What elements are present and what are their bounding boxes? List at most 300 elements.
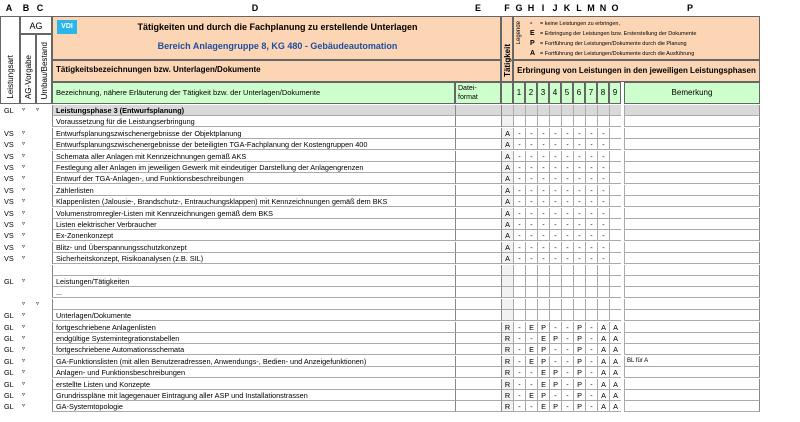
row-dateiformat[interactable] <box>455 162 501 173</box>
row-phase-cell[interactable]: - <box>549 344 561 355</box>
row-phase-cell[interactable]: A <box>597 333 609 344</box>
row-phase-cell[interactable]: - <box>537 173 549 184</box>
row-phase-cell[interactable]: - <box>525 151 537 162</box>
row-dateiformat[interactable] <box>455 230 501 241</box>
row-phase-cell[interactable]: - <box>537 185 549 196</box>
row-bemerkung[interactable] <box>624 128 760 139</box>
row-phase-cell[interactable]: A <box>609 401 621 412</box>
row-phase-cell[interactable]: - <box>549 139 561 150</box>
row-phase-cell[interactable]: - <box>549 219 561 230</box>
row-phase-cell[interactable]: A <box>609 356 621 367</box>
row-bemerkung[interactable] <box>624 139 760 150</box>
phase-number-cell[interactable]: 8 <box>597 82 609 104</box>
row-phase-cell[interactable]: P <box>573 322 585 333</box>
row-type[interactable]: GL <box>4 322 14 332</box>
row-phase-cell[interactable]: A <box>609 333 621 344</box>
row-phase-cell[interactable]: - <box>525 219 537 230</box>
row-phase-cell[interactable]: - <box>549 151 561 162</box>
row-dateiformat[interactable] <box>455 344 501 355</box>
row-phase-cell[interactable]: - <box>585 253 597 264</box>
row-description[interactable]: erstellte Listen und Konzepte <box>52 379 455 390</box>
row-phase-cell[interactable]: - <box>549 196 561 207</box>
row-phase-cell[interactable]: P <box>573 390 585 401</box>
row-description[interactable]: Volumenstromregler-Listen mit Kennzeichnungen gemäß dem BKS <box>52 208 455 219</box>
row-phase-cell[interactable] <box>609 173 621 184</box>
row-phase-cell[interactable] <box>537 276 549 287</box>
row-taetigkeit[interactable] <box>501 310 513 321</box>
row-phase-cell[interactable]: A <box>609 344 621 355</box>
row-type[interactable]: GL <box>4 356 14 366</box>
row-phase-cell[interactable]: - <box>537 230 549 241</box>
row-phase-cell[interactable]: - <box>537 208 549 219</box>
phase-number-cell[interactable]: 1 <box>513 82 525 104</box>
row-taetigkeit[interactable] <box>501 116 513 127</box>
row-phase-cell[interactable]: E <box>537 333 549 344</box>
row-phase-cell[interactable]: P <box>573 401 585 412</box>
row-description[interactable]: GA-Funktionslisten (mit allen Benutzeradressen, Anwendungs-, Bedien- und Anzeigefunktionen) <box>52 356 455 367</box>
row-phase-cell[interactable]: P <box>573 356 585 367</box>
row-phase-cell[interactable] <box>561 299 573 310</box>
row-dateiformat[interactable] <box>455 287 501 298</box>
column-letter-d[interactable]: D <box>251 3 259 13</box>
row-phase-cell[interactable]: P <box>573 344 585 355</box>
row-description[interactable]: Unterlagen/Dokumente <box>52 310 455 321</box>
row-type[interactable]: VS <box>4 174 14 184</box>
row-description[interactable]: Grundrisspläne mit lagegenauer Eintragung aller ASP und Installationstrassen <box>52 390 455 401</box>
row-phase-cell[interactable]: - <box>513 185 525 196</box>
row-phase-cell[interactable] <box>573 276 585 287</box>
row-phase-cell[interactable]: - <box>525 185 537 196</box>
row-dateiformat[interactable] <box>455 242 501 253</box>
row-phase-cell[interactable]: - <box>525 253 537 264</box>
row-phase-cell[interactable] <box>597 105 609 116</box>
row-dateiformat[interactable] <box>455 105 501 116</box>
row-phase-cell[interactable] <box>597 276 609 287</box>
row-dateiformat[interactable] <box>455 310 501 321</box>
row-phase-cell[interactable]: - <box>537 196 549 207</box>
row-phase-cell[interactable] <box>525 299 537 310</box>
row-phase-cell[interactable]: P <box>549 401 561 412</box>
row-phase-cell[interactable]: - <box>513 230 525 241</box>
row-phase-cell[interactable]: - <box>537 151 549 162</box>
row-bemerkung[interactable] <box>624 299 760 310</box>
row-phase-cell[interactable]: - <box>525 208 537 219</box>
row-phase-cell[interactable] <box>573 116 585 127</box>
row-phase-cell[interactable]: - <box>597 230 609 241</box>
row-phase-cell[interactable]: A <box>609 322 621 333</box>
row-phase-cell[interactable] <box>585 265 597 276</box>
row-phase-cell[interactable]: - <box>573 151 585 162</box>
row-phase-cell[interactable] <box>609 128 621 139</box>
row-phase-cell[interactable] <box>609 219 621 230</box>
row-phase-cell[interactable]: - <box>513 356 525 367</box>
row-bemerkung[interactable] <box>624 310 760 321</box>
row-ag-marker[interactable]: ▿ <box>22 255 26 262</box>
row-bemerkung[interactable] <box>624 287 760 298</box>
row-description[interactable]: Entwurfsplanungszwischenergebnisse der beteiligten TGA-Fachplanung der Kostengruppen 400 <box>52 139 455 150</box>
row-phase-cell[interactable] <box>513 299 525 310</box>
row-dateiformat[interactable] <box>455 276 501 287</box>
row-phase-cell[interactable]: - <box>537 242 549 253</box>
row-dateiformat[interactable] <box>455 265 501 276</box>
row-bemerkung[interactable] <box>624 242 760 253</box>
row-phase-cell[interactable] <box>513 287 525 298</box>
row-bemerkung[interactable] <box>624 230 760 241</box>
row-phase-cell[interactable]: - <box>525 242 537 253</box>
row-phase-cell[interactable]: - <box>597 253 609 264</box>
row-description[interactable]: fortgeschriebene Automationsschemata <box>52 344 455 355</box>
row-taetigkeit[interactable] <box>501 105 513 116</box>
column-letter-b[interactable]: B <box>22 3 30 13</box>
row-phase-cell[interactable] <box>525 276 537 287</box>
row-dateiformat[interactable] <box>455 151 501 162</box>
column-letter-n[interactable]: N <box>599 3 607 13</box>
row-phase-cell[interactable] <box>597 310 609 321</box>
row-phase-cell[interactable]: - <box>573 128 585 139</box>
row-taetigkeit[interactable] <box>501 276 513 287</box>
row-phase-cell[interactable]: - <box>513 196 525 207</box>
row-dateiformat[interactable] <box>455 128 501 139</box>
row-dateiformat[interactable] <box>455 196 501 207</box>
row-ag-marker[interactable]: ▿ <box>22 392 26 398</box>
row-phase-cell[interactable] <box>609 253 621 264</box>
row-ag-marker[interactable]: ▿ <box>22 357 26 364</box>
phase-number-cell[interactable]: 6 <box>573 82 585 104</box>
row-phase-cell[interactable]: A <box>597 367 609 378</box>
row-ag-marker[interactable]: ▿ <box>22 164 26 170</box>
row-taetigkeit[interactable]: A <box>501 253 513 264</box>
row-phase-cell[interactable]: - <box>561 379 573 390</box>
row-phase-cell[interactable]: A <box>609 367 621 378</box>
row-phase-cell[interactable]: - <box>585 242 597 253</box>
row-description[interactable]: Blitz- und Überspannungsschutzkonzept <box>52 242 455 253</box>
column-letter-f[interactable]: F <box>504 3 510 13</box>
row-description[interactable]: Sicherheitskonzept, Risikoanalysen (z.B. SIL) <box>52 253 455 264</box>
row-phase-cell[interactable] <box>549 276 561 287</box>
row-phase-cell[interactable] <box>525 265 537 276</box>
row-phase-cell[interactable] <box>573 299 585 310</box>
row-phase-cell[interactable]: - <box>561 173 573 184</box>
row-phase-cell[interactable]: - <box>585 128 597 139</box>
row-phase-cell[interactable]: - <box>537 253 549 264</box>
row-ag-marker[interactable]: ▿ <box>22 141 26 148</box>
row-phase-cell[interactable]: - <box>513 173 525 184</box>
row-type[interactable]: GL <box>4 368 14 378</box>
row-description[interactable]: Schemata aller Anlagen mit Kennzeichnungen gemäß AKS <box>52 151 455 162</box>
row-description[interactable]: Klappenlisten (Jalousie-, Brandschutz-, Entrauchungsklappen) mit Kennzeichnungen gemäß dem BKS <box>52 196 455 207</box>
row-phase-cell[interactable]: - <box>513 390 525 401</box>
row-phase-cell[interactable]: E <box>537 379 549 390</box>
row-phase-cell[interactable]: P <box>573 333 585 344</box>
row-phase-cell[interactable]: P <box>573 367 585 378</box>
row-bemerkung[interactable] <box>624 196 760 207</box>
row-ag-marker[interactable]: ▿ <box>22 175 26 182</box>
row-phase-cell[interactable] <box>549 310 561 321</box>
row-phase-cell[interactable]: - <box>525 139 537 150</box>
row-taetigkeit[interactable]: R <box>501 401 513 412</box>
row-ag-marker[interactable]: ▿ <box>22 221 26 227</box>
row-phase-cell[interactable]: - <box>585 173 597 184</box>
row-phase-cell[interactable]: - <box>573 196 585 207</box>
row-phase-cell[interactable] <box>537 310 549 321</box>
row-type[interactable]: VS <box>4 197 14 207</box>
row-phase-cell[interactable]: - <box>549 356 561 367</box>
row-phase-cell[interactable]: - <box>573 219 585 230</box>
column-letter-k[interactable]: K <box>563 3 571 13</box>
row-phase-cell[interactable]: - <box>597 173 609 184</box>
row-phase-cell[interactable] <box>585 287 597 298</box>
row-ag-marker[interactable]: ▿ <box>22 300 26 307</box>
row-phase-cell[interactable]: - <box>525 230 537 241</box>
row-description[interactable]: Zählerlisten <box>52 185 455 196</box>
row-type[interactable]: GL <box>4 106 14 115</box>
row-type[interactable]: VS <box>4 163 14 172</box>
row-phase-cell[interactable] <box>585 299 597 310</box>
row-type[interactable]: VS <box>4 128 14 138</box>
row-phase-cell[interactable] <box>561 116 573 127</box>
row-phase-cell[interactable]: - <box>561 185 573 196</box>
row-phase-cell[interactable]: A <box>609 379 621 390</box>
column-letter-e[interactable]: E <box>474 3 481 13</box>
row-taetigkeit[interactable]: A <box>501 185 513 196</box>
row-phase-cell[interactable] <box>609 105 621 116</box>
row-dateiformat[interactable] <box>455 139 501 150</box>
row-phase-cell[interactable] <box>609 299 621 310</box>
row-description[interactable]: Leistungsphase 3 (Entwurfsplanung) <box>52 105 455 116</box>
row-ag-marker[interactable]: ▿ <box>22 278 26 284</box>
row-phase-cell[interactable]: - <box>561 344 573 355</box>
row-phase-cell[interactable] <box>537 116 549 127</box>
row-bemerkung[interactable] <box>624 276 760 287</box>
row-phase-cell[interactable]: - <box>561 196 573 207</box>
row-taetigkeit[interactable] <box>501 265 513 276</box>
row-phase-cell[interactable]: A <box>597 322 609 333</box>
row-ag-marker[interactable]: ▿ <box>22 380 26 387</box>
row-type[interactable]: GL <box>4 277 14 286</box>
row-bemerkung[interactable] <box>624 208 760 219</box>
row-phase-cell[interactable]: - <box>561 367 573 378</box>
row-phase-cell[interactable]: - <box>585 162 597 173</box>
row-bemerkung[interactable] <box>624 253 760 264</box>
row-phase-cell[interactable] <box>525 116 537 127</box>
row-dateiformat[interactable] <box>455 253 501 264</box>
row-phase-cell[interactable]: - <box>561 401 573 412</box>
row-bemerkung[interactable] <box>624 322 760 333</box>
row-ag-marker[interactable]: ▿ <box>22 346 26 353</box>
row-phase-cell[interactable]: - <box>561 322 573 333</box>
row-type[interactable]: VS <box>4 151 14 161</box>
row-phase-cell[interactable]: - <box>573 162 585 173</box>
row-ag-marker[interactable]: ▿ <box>22 369 26 376</box>
row-phase-cell[interactable]: - <box>561 333 573 344</box>
row-ag-marker[interactable]: ▿ <box>22 312 26 319</box>
row-taetigkeit[interactable]: A <box>501 208 513 219</box>
row-dateiformat[interactable] <box>455 219 501 230</box>
row-phase-cell[interactable]: - <box>549 322 561 333</box>
row-dateiformat[interactable] <box>455 379 501 390</box>
row-description[interactable]: fortgeschriebene Anlagenlisten <box>52 322 455 333</box>
row-phase-cell[interactable] <box>597 265 609 276</box>
row-phase-cell[interactable]: A <box>597 356 609 367</box>
row-phase-cell[interactable]: - <box>585 333 597 344</box>
row-dateiformat[interactable] <box>455 390 501 401</box>
column-letter-o[interactable]: O <box>611 3 619 13</box>
row-phase-cell[interactable] <box>585 116 597 127</box>
row-phase-cell[interactable] <box>609 230 621 241</box>
row-taetigkeit[interactable]: A <box>501 128 513 139</box>
row-phase-cell[interactable] <box>609 242 621 253</box>
row-bemerkung[interactable] <box>624 162 760 173</box>
row-phase-cell[interactable]: - <box>597 242 609 253</box>
row-phase-cell[interactable] <box>609 162 621 173</box>
column-letter-h[interactable]: H <box>527 3 535 13</box>
row-type[interactable]: VS <box>4 185 14 195</box>
row-phase-cell[interactable] <box>585 105 597 116</box>
row-phase-cell[interactable]: - <box>585 185 597 196</box>
row-phase-cell[interactable]: - <box>573 208 585 219</box>
row-bemerkung[interactable] <box>624 401 760 412</box>
row-phase-cell[interactable] <box>573 105 585 116</box>
row-phase-cell[interactable]: - <box>561 128 573 139</box>
row-phase-cell[interactable]: - <box>585 401 597 412</box>
row-phase-cell[interactable] <box>561 265 573 276</box>
row-phase-cell[interactable]: - <box>597 128 609 139</box>
row-phase-cell[interactable] <box>609 151 621 162</box>
row-phase-cell[interactable] <box>561 276 573 287</box>
row-phase-cell[interactable]: - <box>561 139 573 150</box>
row-phase-cell[interactable]: - <box>549 230 561 241</box>
row-phase-cell[interactable] <box>609 310 621 321</box>
row-ag-marker[interactable]: ▿ <box>22 323 26 330</box>
row-phase-cell[interactable]: - <box>525 173 537 184</box>
row-phase-cell[interactable]: - <box>513 379 525 390</box>
row-dateiformat[interactable] <box>455 367 501 378</box>
column-letter-a[interactable]: A <box>5 3 13 13</box>
row-phase-cell[interactable]: E <box>525 322 537 333</box>
row-phase-cell[interactable] <box>609 139 621 150</box>
row-phase-cell[interactable]: - <box>549 173 561 184</box>
row-phase-cell[interactable]: - <box>585 379 597 390</box>
row-type[interactable]: GL <box>4 391 14 400</box>
row-phase-cell[interactable]: - <box>513 344 525 355</box>
row-phase-cell[interactable]: - <box>561 219 573 230</box>
column-letter-c[interactable]: C <box>36 3 44 13</box>
row-phase-cell[interactable]: P <box>537 322 549 333</box>
row-taetigkeit[interactable]: A <box>501 162 513 173</box>
row-ag-marker[interactable]: ▿ <box>22 107 26 113</box>
row-phase-cell[interactable]: - <box>585 196 597 207</box>
row-type[interactable]: GL <box>4 345 14 355</box>
row-phase-cell[interactable]: - <box>597 196 609 207</box>
row-taetigkeit[interactable] <box>501 299 513 310</box>
row-ag-marker[interactable]: ▿ <box>22 129 26 136</box>
row-taetigkeit[interactable]: R <box>501 379 513 390</box>
row-phase-cell[interactable]: - <box>513 162 525 173</box>
row-phase-cell[interactable] <box>561 287 573 298</box>
row-dateiformat[interactable] <box>455 401 501 412</box>
row-phase-cell[interactable]: - <box>597 208 609 219</box>
row-phase-cell[interactable]: - <box>585 139 597 150</box>
row-phase-cell[interactable]: - <box>513 333 525 344</box>
row-phase-cell[interactable]: - <box>513 401 525 412</box>
phase-number-cell[interactable]: 9 <box>609 82 621 104</box>
row-taetigkeit[interactable]: A <box>501 139 513 150</box>
row-phase-cell[interactable] <box>525 287 537 298</box>
row-phase-cell[interactable] <box>609 265 621 276</box>
row-taetigkeit[interactable]: R <box>501 344 513 355</box>
row-phase-cell[interactable]: - <box>513 208 525 219</box>
row-taetigkeit[interactable]: A <box>501 151 513 162</box>
row-phase-cell[interactable]: - <box>585 219 597 230</box>
row-phase-cell[interactable] <box>549 116 561 127</box>
row-phase-cell[interactable] <box>609 287 621 298</box>
row-ag-marker[interactable]: ▿ <box>22 243 26 250</box>
row-phase-cell[interactable]: E <box>525 356 537 367</box>
row-phase-cell[interactable]: - <box>513 219 525 230</box>
row-phase-cell[interactable] <box>597 287 609 298</box>
row-phase-cell[interactable]: P <box>549 379 561 390</box>
row-dateiformat[interactable] <box>455 333 501 344</box>
row-description[interactable] <box>52 299 455 310</box>
row-phase-cell[interactable]: - <box>513 367 525 378</box>
column-letter-j[interactable]: J <box>552 3 558 13</box>
row-phase-cell[interactable]: - <box>549 208 561 219</box>
row-phase-cell[interactable]: - <box>525 333 537 344</box>
row-phase-cell[interactable] <box>513 105 525 116</box>
row-umbau-marker[interactable]: ▿ <box>36 107 40 113</box>
row-phase-cell[interactable]: - <box>597 139 609 150</box>
row-description[interactable]: Entwurf der TGA-Anlagen-, und Funktionsbeschreibungen <box>52 173 455 184</box>
column-letter-m[interactable]: M <box>587 3 595 13</box>
row-type[interactable]: VS <box>4 208 14 218</box>
row-phase-cell[interactable] <box>549 287 561 298</box>
row-ag-marker[interactable]: ▿ <box>22 403 26 410</box>
row-phase-cell[interactable] <box>561 105 573 116</box>
row-phase-cell[interactable] <box>609 116 621 127</box>
row-type[interactable]: VS <box>4 140 14 150</box>
row-phase-cell[interactable]: A <box>597 401 609 412</box>
row-phase-cell[interactable]: - <box>597 151 609 162</box>
row-phase-cell[interactable] <box>549 265 561 276</box>
row-phase-cell[interactable] <box>513 265 525 276</box>
row-dateiformat[interactable] <box>455 116 501 127</box>
row-phase-cell[interactable]: - <box>513 151 525 162</box>
row-dateiformat[interactable] <box>455 356 501 367</box>
row-dateiformat[interactable] <box>455 322 501 333</box>
row-phase-cell[interactable] <box>525 105 537 116</box>
row-phase-cell[interactable] <box>609 196 621 207</box>
phase-number-cell[interactable]: 4 <box>549 82 561 104</box>
row-phase-cell[interactable]: - <box>597 162 609 173</box>
row-phase-cell[interactable]: - <box>585 344 597 355</box>
row-type[interactable]: VS <box>4 231 14 241</box>
row-taetigkeit[interactable]: A <box>501 242 513 253</box>
row-type[interactable]: GL <box>4 402 14 412</box>
row-phase-cell[interactable]: - <box>585 390 597 401</box>
row-phase-cell[interactable]: - <box>573 139 585 150</box>
column-letter-p[interactable]: P <box>686 3 693 13</box>
row-description[interactable]: Festlegung aller Anlagen im jeweiligen Gewerk mit eindeutiger Darstellung der Anlagengrenzen <box>52 162 455 173</box>
row-taetigkeit[interactable]: R <box>501 322 513 333</box>
row-phase-cell[interactable]: - <box>537 128 549 139</box>
row-phase-cell[interactable]: - <box>597 185 609 196</box>
row-ag-marker[interactable]: ▿ <box>22 335 26 341</box>
row-taetigkeit[interactable]: R <box>501 333 513 344</box>
row-type[interactable]: GL <box>4 379 14 389</box>
row-phase-cell[interactable] <box>597 299 609 310</box>
row-phase-cell[interactable]: - <box>537 139 549 150</box>
row-phase-cell[interactable]: P <box>549 333 561 344</box>
